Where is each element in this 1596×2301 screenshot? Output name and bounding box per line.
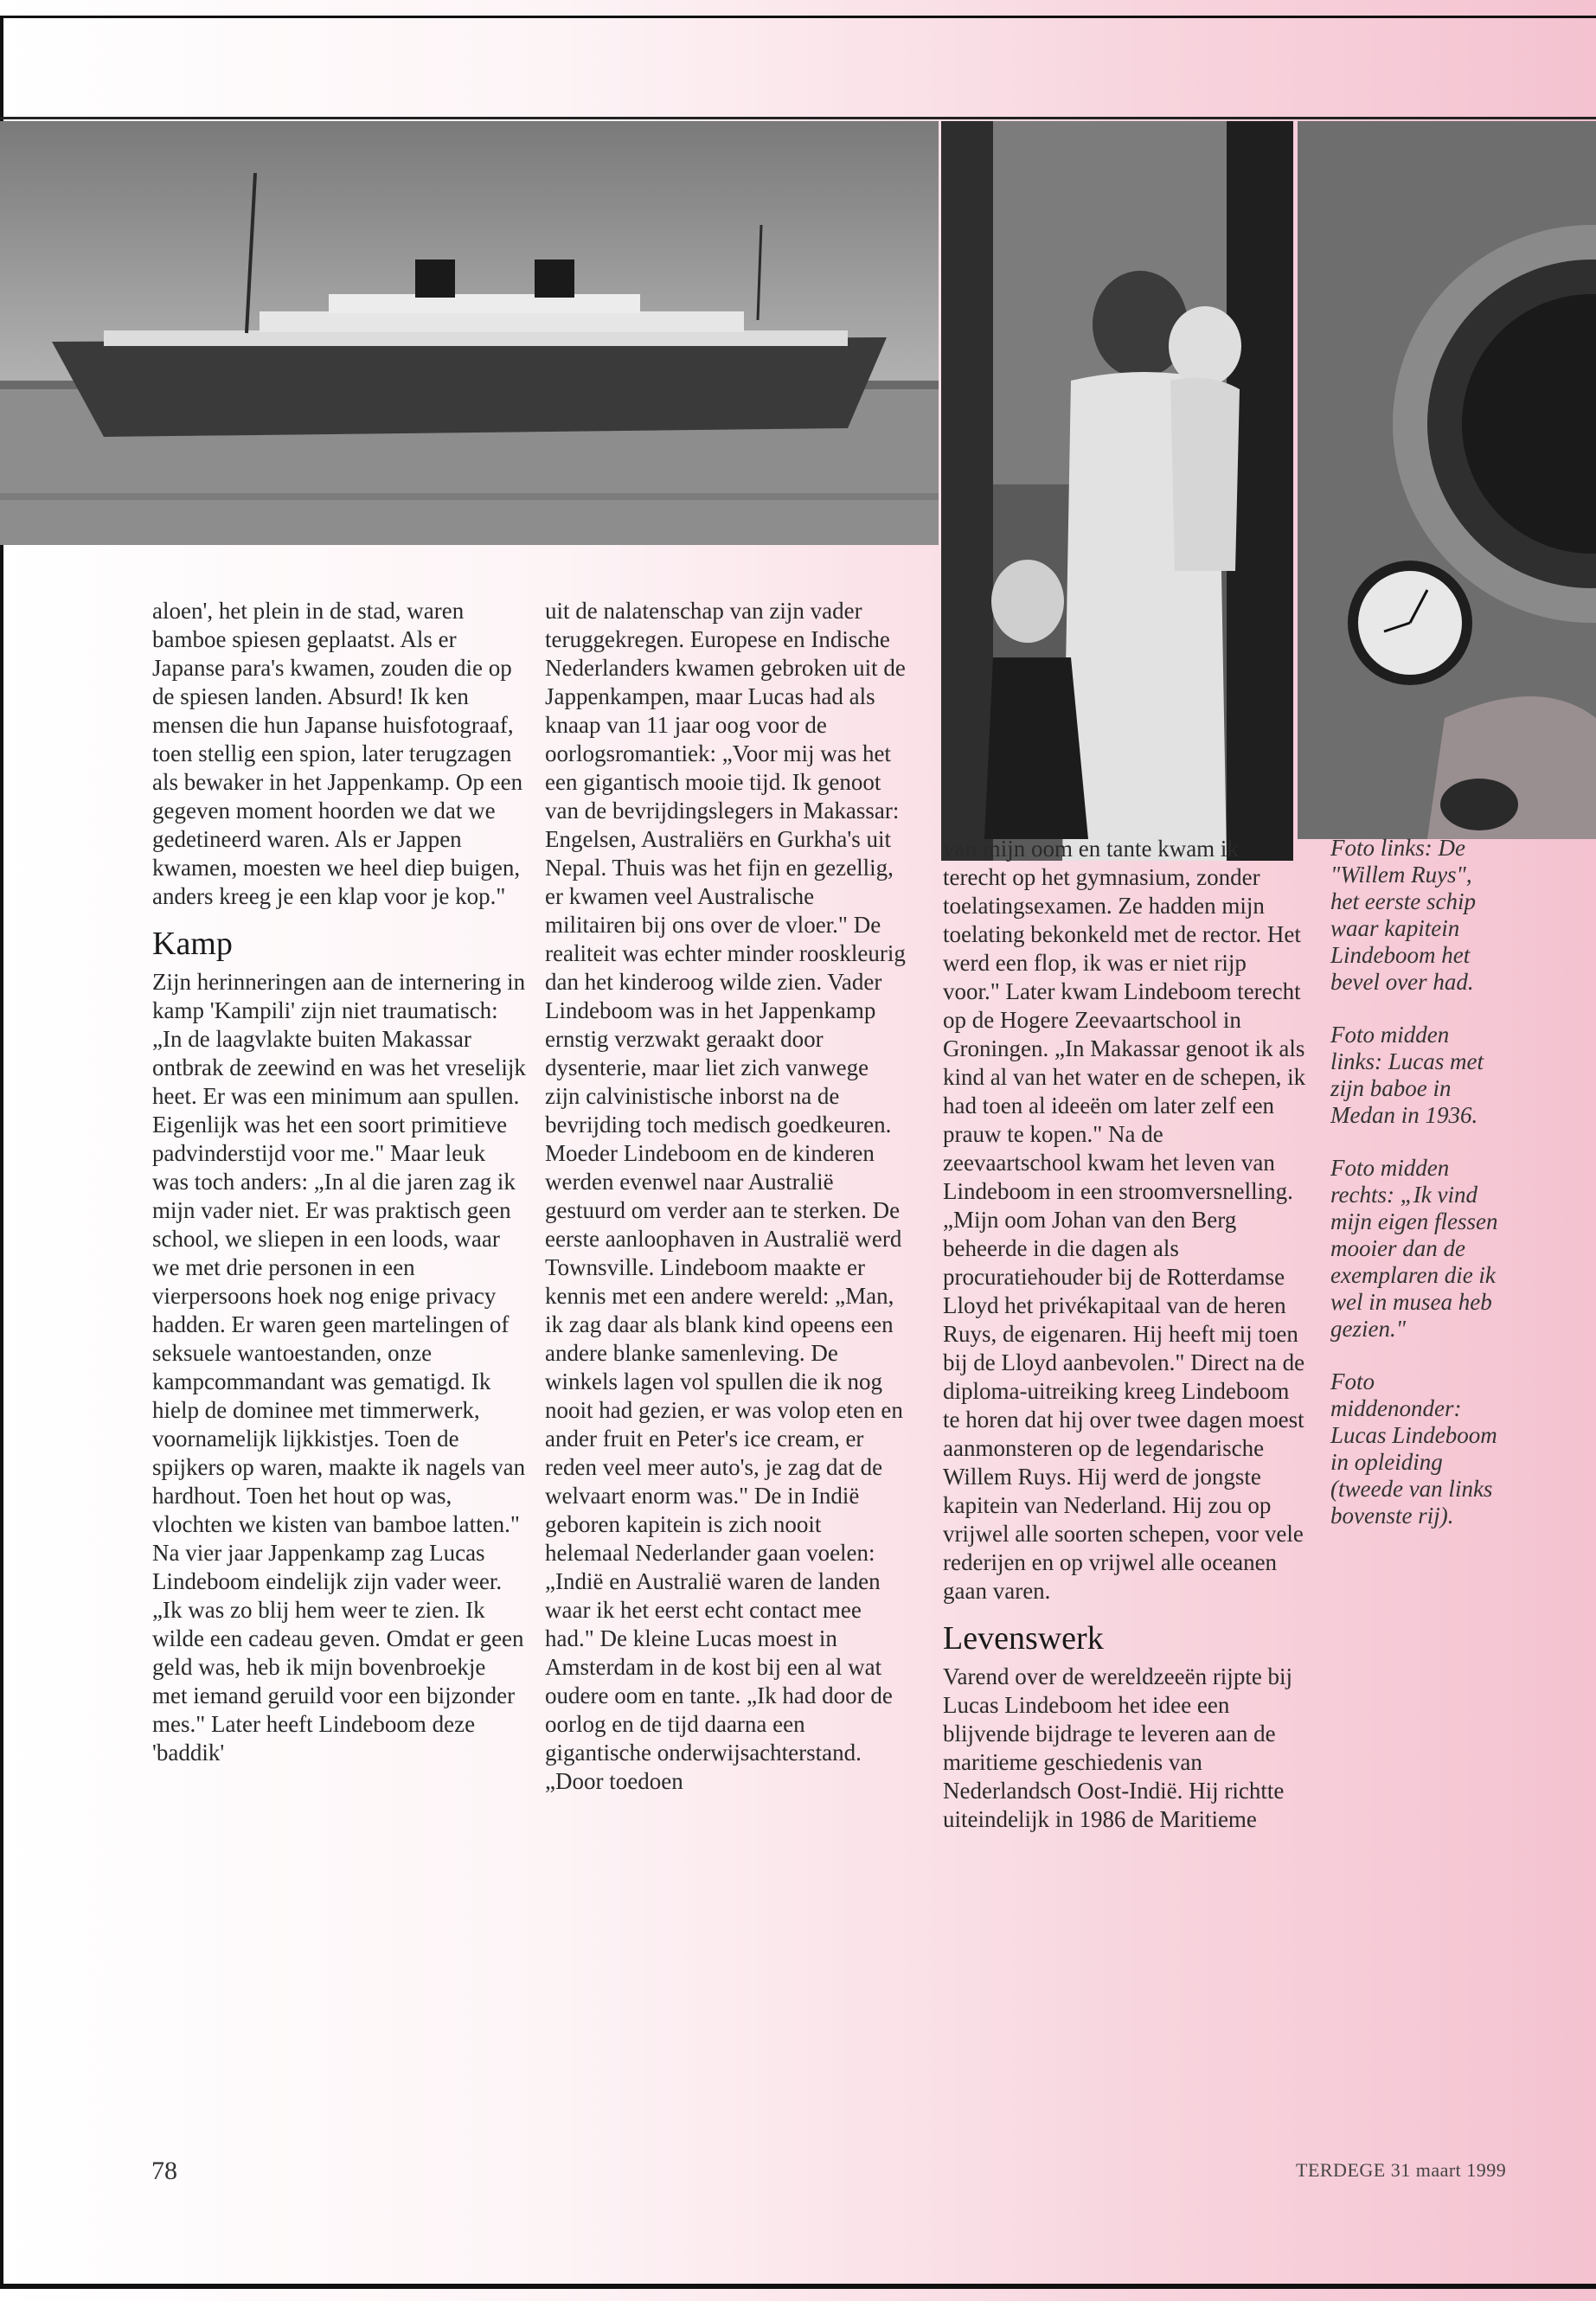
caption-bottles: Foto midden rechts: „Ik vind mijn eigen flessen mooier dan de exemplaren die ik wel in musea heb gezien." [1330, 1155, 1498, 1342]
heading-kamp: Kamp [152, 926, 233, 962]
ship-photo [0, 121, 939, 545]
article-column-3 [943, 835, 1306, 1834]
col3-paragraph-a: van mijn oom en tante kwam ik terecht op het gymnasium, zonder toelatingsexamen. Ze hadden mijn toelating bekonkeld met de rector. Het werd een flop, ik was er niet rijp voor." Later kwam Lindeboom terecht op de Hogere Zeevaartschool in Groningen. „In Makassar genoot ik als kind al van het water en de schepen, ik had toen al ideeën om later zelf een prauw te kopen." Na de zeevaartschool kwam het leven van Lindeboom in een stroomversnelling. „Mijn oom Johan van den Berg beheerde in die dagen als procuratiehouder bij de Rotterdamse Lloyd het privékapitaal van de heren Ruys, de eigenaren. Hij heeft mij toen bij de Lloyd aanbevolen." Direct na de diploma-uitreiking kreeg Lindeboom te horen dat hij over twee dagen moest aanmonsteren op de legendarische Willem Ruys. Hij werd de jongste kapitein van Nederland. Hij zou op vrijwel alle soorten schepen, voor vele rederijen en op vrijwel alle oceanen gaan varen. [943, 836, 1306, 1604]
caption-ship: Foto links: De "Willem Ruys", het eerste schip waar kapitein Lindeboom het bevel over had. [1330, 835, 1476, 995]
clock-photo [1298, 121, 1596, 839]
article-column-2 [545, 597, 908, 1796]
photo-captions [1330, 835, 1503, 1555]
page-frame-top [0, 16, 1596, 18]
col1-paragraph-b: Zijn herinneringen aan de internering in kamp 'Kampili' zijn niet traumatisch: „In de laagvlakte buiten Makassar ontbrak de zeewind en was het vreselijk heet. Er was een minimum aan spullen. Eigenlijk was het een soort primitieve padvinderstijd voor me." Maar leuk was toch anders: „In al die jaren zag ik mijn vader niet. Er was praktisch geen school, we sliepen in een loods, waar we met drie personen in een vierpersoons hoek nog enige privacy hadden. Er waren geen martelingen of seksuele wantoestanden, onze kampcommandant was gematigd. Ik hielp de dominee met timmerwerk, voornamelijk lijkkistjes. Toen de spijkers op waren, maakte ik nagels van hardhout. Toen het hout op was, vlochten we kisten van bamboe latten." Na vier jaar Jappenkamp zag Lucas Lindeboom eindelijk zijn vader weer. „Ik was zo blij hem weer te zien. Ik wilde een cadeau geven. Omdat er geen geld was, heb ik mijn bovenbroekje met iemand geruild voor een bijzonder mes." Later heeft Lindeboom deze 'baddik' [152, 969, 526, 1766]
page-frame-bottom [0, 2284, 1596, 2289]
col1-paragraph-a: aloen', het plein in de stad, waren bamboe spiesen geplaatst. Als er Japanse para's kwamen, zouden die op de spiesen landen. Absurd! Ik ken mensen die hun Japanse huisfotograaf, toen stellig een spion, later terugzagen als bewaker in het Jappenkamp. Op een gegeven moment hoorden we dat we gedetineerd waren. Als er Jappen kwamen, moesten we heel diep buigen, anders kreeg je een klap voor je kop." [152, 598, 523, 909]
caption-baboe: Foto midden links: Lucas met zijn baboe in Medan in 1936. [1330, 1022, 1484, 1128]
baboe-photo [941, 121, 1293, 861]
publication-footer: TERDEGE 31 maart 1999 [1296, 2159, 1507, 2181]
article-column-1 [152, 597, 526, 1767]
heading-levenswerk: Levenswerk [943, 1620, 1104, 1657]
caption-training: Foto middenonder: Lucas Lindeboom in opleiding (tweede van links bovenste rij). [1330, 1368, 1497, 1529]
col3-paragraph-b: Varend over de wereldzeeën rijpte bij Lucas Lindeboom het idee een blijvende bijdrage te leveren aan de maritieme geschiedenis van Nederlandsch Oost-Indië. Hij richtte uiteindelijk in 1986 de Maritieme [943, 1663, 1293, 1832]
header-rule [0, 117, 1596, 119]
col2-paragraph: uit de nalatenschap van zijn vader teruggekregen. Europese en Indische Nederlanders kwamen gebroken uit de Jappenkampen, maar Lucas had als knaap van 11 jaar oog voor de oorlogsromantiek: „Voor mij was het een gigantisch mooie tijd. Ik genoot van de bevrijdingslegers in Makassar: Engelsen, Australiërs en Gurkha's uit Nepal. Thuis was het fijn en gezellig, er kwamen veel Australische militairen bij ons over de vloer." De realiteit was echter minder rooskleurig dan het kinderoog wilde zien. Vader Lindeboom was in het Jappenkamp ernstig verzwakt geraakt door dysenterie, maar liet zich vanwege zijn calvinistische inborst na de bevrijding toch medisch goedkeuren. Moeder Lindeboom en de kinderen werden evenwel naar Australië gestuurd om verder aan te sterken. De eerste aanloophaven in Australië werd Townsville. Lindeboom maakte er kennis met een andere wereld: „Man, ik zag daar als blank kind opeens een andere blanke samenleving. De winkels lagen vol spullen die ik nog nooit had gezien, er was volop eten en ander fruit en Peter's ice cream, er reden veel meer auto's, je zag dat de welvaart enorm was." De in Indië geboren kapitein is zich nooit helemaal Nederlander gaan voelen: „Indië en Australië waren de landen waar ik het eerst echt contact mee had." De kleine Lucas moest in Amsterdam in de kost bij een al wat oudere oom en tante. „Ik had door de oorlog en de tijd daarna een gigantische onderwijsachterstand. „Door toedoen [545, 598, 906, 1794]
page-number: 78 [151, 2157, 177, 2185]
